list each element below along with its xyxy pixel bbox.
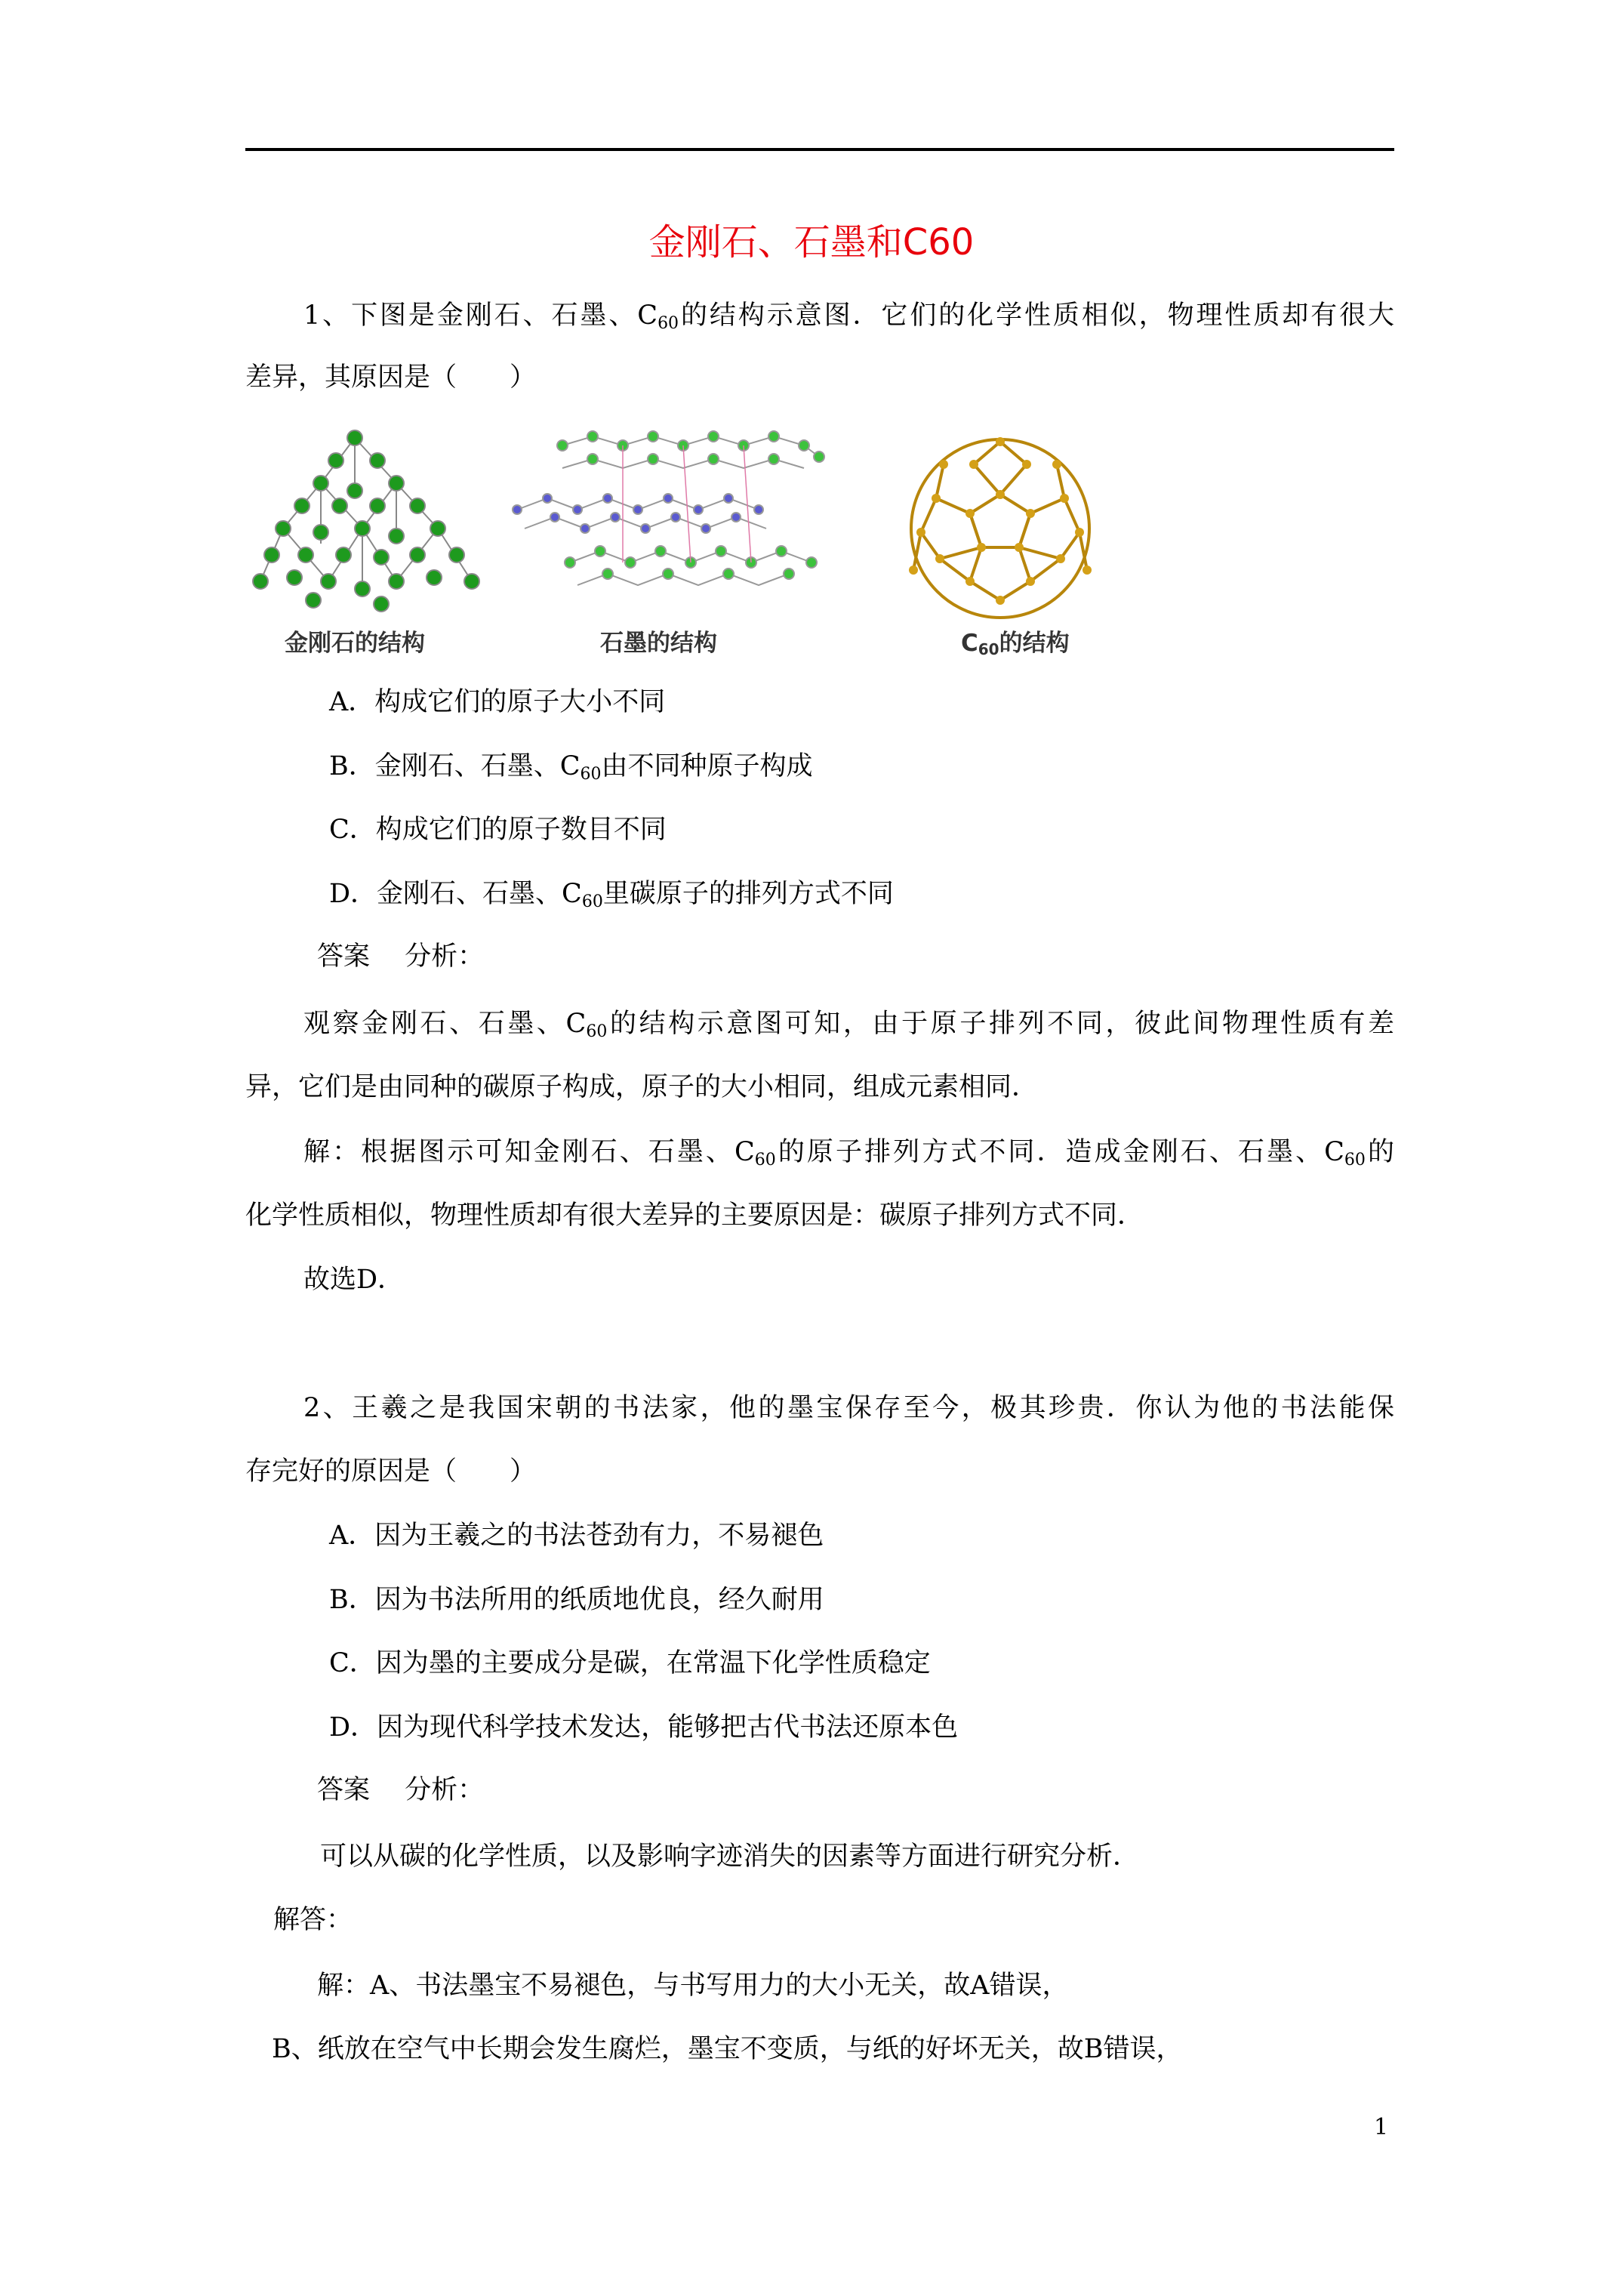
c60-structure-caption: $C_{60}$的结构 bbox=[961, 630, 1070, 658]
q1-option-d: D．金刚石、石墨、$C_{60}$里碳原子的排列方式不同 bbox=[329, 879, 894, 911]
q1-stem-line1: 1、下图是金刚石、石墨、$C_{60}$的结构示意图．它们的化学性质相似，物理性质却有很大 bbox=[303, 300, 1394, 333]
q1-analysis-line2: 异，它们是由同种的碳原子构成，原子的大小相同，组成元素相同． bbox=[245, 1072, 1039, 1102]
page-title: 金刚石、石墨和C60 bbox=[648, 221, 975, 264]
q2-option-a: A．因为王羲之的书法苍劲有力，不易褪色 bbox=[329, 1521, 824, 1551]
q2-solution-line-a: 解：A、书法墨宝不易褪色，与书写用力的大小无关，故A错误， bbox=[317, 1971, 1069, 2001]
q2-stem-line2: 存完好的原因是（ ） bbox=[245, 1456, 537, 1487]
q2-solution-header: 解答： bbox=[273, 1905, 353, 1935]
diamond-structure-image bbox=[253, 430, 479, 612]
q1-solution-line2: 化学性质相似，物理性质却有很大差异的主要原因是：碳原子排列方式不同． bbox=[245, 1200, 1144, 1231]
q1-option-a: A．构成它们的原子大小不同 bbox=[329, 687, 666, 717]
q1-option-b: B．金刚石、石墨、$C_{60}$由不同种原子构成 bbox=[329, 751, 813, 784]
q1-stem-line2: 差异，其原因是（ ） bbox=[245, 362, 537, 393]
q2-answer-header: 答案 分析： bbox=[317, 1775, 485, 1805]
header-rule bbox=[245, 148, 1394, 151]
q2-option-b: B．因为书法所用的纸质地优良，经久耐用 bbox=[329, 1585, 824, 1615]
q2-option-c: C．因为墨的主要成分是碳，在常温下化学性质稳定 bbox=[329, 1648, 931, 1678]
page-number: 1 bbox=[1374, 2114, 1389, 2140]
q2-option-d: D．因为现代科学技术发达，能够把古代书法还原本色 bbox=[329, 1712, 959, 1743]
q1-answer-header: 答案 分析： bbox=[317, 942, 485, 972]
graphite-structure-caption: 石墨的结构 bbox=[600, 630, 717, 657]
c60-structure-image bbox=[911, 439, 1089, 618]
q1-analysis-line1: 观察金刚石、石墨、$C_{60}$的结构示意图可知，由于原子排列不同，彼此间物理性质有差 bbox=[303, 1009, 1394, 1041]
graphite-structure-image bbox=[513, 431, 824, 585]
q1-solution-line1: 解：根据图示可知金刚石、石墨、$C_{60}$的原子排列方式不同．造成金刚石、石墨、$C_{60}$的 bbox=[303, 1137, 1394, 1170]
q1-option-c: C．构成它们的原子数目不同 bbox=[329, 815, 667, 845]
carbon-structures-figure bbox=[245, 423, 1151, 672]
q2-analysis: 可以从碳的化学性质，以及影响字迹消失的因素等方面进行研究分析． bbox=[320, 1841, 1140, 1872]
carbon-structures-illustration bbox=[245, 423, 1151, 627]
q2-solution-line-b: B、纸放在空气中长期会发生腐烂，墨宝不变质，与纸的好坏无关，故B错误， bbox=[272, 2034, 1183, 2064]
q2-stem-line1: 2、王羲之是我国宋朝的书法家，他的墨宝保存至今，极其珍贵．你认为他的书法能保 bbox=[303, 1393, 1394, 1423]
q1-choice: 故选D． bbox=[303, 1265, 405, 1295]
diamond-structure-caption: 金刚石的结构 bbox=[285, 630, 425, 657]
